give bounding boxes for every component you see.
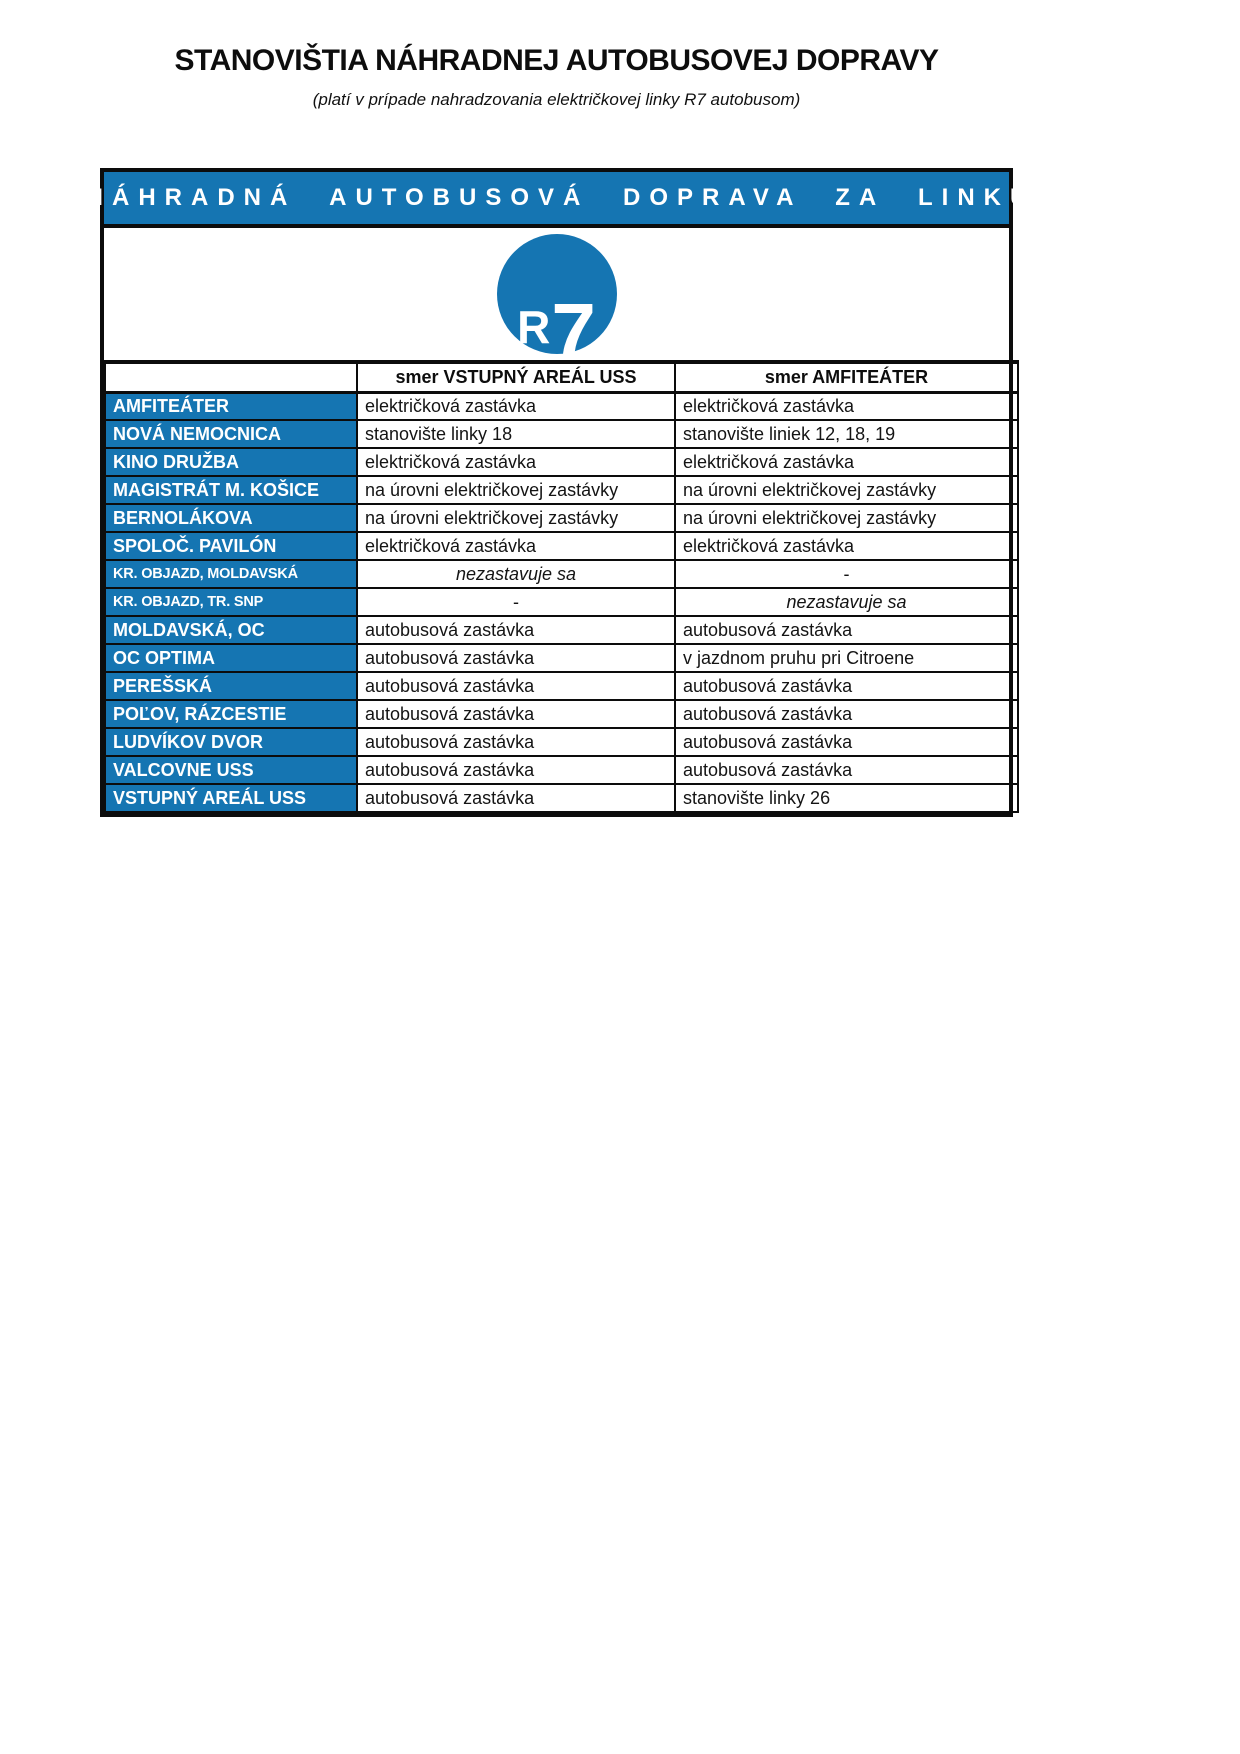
direction-uss-cell: autobusová zastávka xyxy=(357,644,675,672)
line-r7-badge-icon xyxy=(497,234,617,376)
table-row xyxy=(105,728,1018,756)
table-row xyxy=(105,392,1018,420)
direction-uss-cell: na úrovni električkovej zastávky xyxy=(357,476,675,504)
stop-name-cell: NOVÁ NEMOCNICA xyxy=(105,420,357,448)
stop-name-cell: BERNOLÁKOVA xyxy=(105,504,357,532)
direction-uss-cell: električková zastávka xyxy=(357,532,675,560)
direction-amfiteater-cell: autobusová zastávka xyxy=(675,672,1018,700)
table-row xyxy=(105,784,1018,812)
direction-amfiteater-cell: stanovište liniek 12, 18, 19 xyxy=(675,420,1018,448)
direction-amfiteater-cell: autobusová zastávka xyxy=(675,700,1018,728)
table-row xyxy=(105,672,1018,700)
column-header-direction-amfiteater: smer AMFITEÁTER xyxy=(675,362,1018,392)
direction-uss-cell: autobusová zastávka xyxy=(357,616,675,644)
stop-name-cell: KR. OBJAZD, TR. SNP xyxy=(105,588,357,616)
direction-uss-cell: autobusová zastávka xyxy=(357,672,675,700)
direction-amfiteater-cell: v jazdnom pruhu pri Citroene xyxy=(675,644,1018,672)
direction-amfiteater-cell: - xyxy=(675,560,1018,588)
stops-table xyxy=(104,360,1019,813)
stop-name-cell: KR. OBJAZD, MOLDAVSKÁ xyxy=(105,560,357,588)
table-row xyxy=(105,560,1018,588)
direction-amfiteater-cell: električková zastávka xyxy=(675,448,1018,476)
stop-name-cell: MOLDAVSKÁ, OC xyxy=(105,616,357,644)
stop-name-cell: MAGISTRÁT M. KOŠICE xyxy=(105,476,357,504)
direction-amfiteater-cell: nezastavuje sa xyxy=(675,588,1018,616)
stop-name-cell: OC OPTIMA xyxy=(105,644,357,672)
direction-uss-cell: - xyxy=(357,588,675,616)
direction-amfiteater-cell: autobusová zastávka xyxy=(675,756,1018,784)
direction-uss-cell: električková zastávka xyxy=(357,392,675,420)
page-title: STANOVIŠTIA NÁHRADNEJ AUTOBUSOVEJ DOPRAVY xyxy=(174,44,939,77)
table-row xyxy=(105,616,1018,644)
direction-amfiteater-cell: autobusová zastávka xyxy=(675,616,1018,644)
direction-uss-cell: nezastavuje sa xyxy=(357,560,675,588)
direction-uss-cell: autobusová zastávka xyxy=(357,700,675,728)
page-subtitle: (platí v prípade nahradzovania električkovej linky R7 autobusom) xyxy=(312,90,801,109)
table-row xyxy=(105,420,1018,448)
column-header-blank xyxy=(105,362,357,392)
stop-name-cell: VSTUPNÝ AREÁL USS xyxy=(105,784,357,812)
direction-uss-cell: autobusová zastávka xyxy=(357,756,675,784)
stop-name-cell: POĽOV, RÁZCESTIE xyxy=(105,700,357,728)
stop-name-cell: SPOLOČ. PAVILÓN xyxy=(105,532,357,560)
stop-name-cell: VALCOVNE USS xyxy=(105,756,357,784)
line-logo-digit: 7 xyxy=(551,287,596,376)
table-row xyxy=(105,448,1018,476)
direction-uss-cell: električková zastávka xyxy=(357,448,675,476)
direction-amfiteater-cell: na úrovni električkovej zastávky xyxy=(675,476,1018,504)
stop-name-cell: AMFITEÁTER xyxy=(105,392,357,420)
table-row xyxy=(105,756,1018,784)
table-row xyxy=(105,504,1018,532)
stop-name-cell: PEREŠSKÁ xyxy=(105,672,357,700)
line-logo-area xyxy=(104,228,1009,376)
direction-amfiteater-cell: autobusová zastávka xyxy=(675,728,1018,756)
table-row xyxy=(105,700,1018,728)
direction-amfiteater-cell: električková zastávka xyxy=(675,392,1018,420)
direction-uss-cell: autobusová zastávka xyxy=(357,728,675,756)
column-header-direction-uss: smer VSTUPNÝ AREÁL USS xyxy=(357,362,675,392)
direction-uss-cell: stanovište linky 18 xyxy=(357,420,675,448)
document-header xyxy=(100,44,1013,110)
stop-name-cell: LUDVÍKOV DVOR xyxy=(105,728,357,756)
table-row xyxy=(105,532,1018,560)
direction-amfiteater-cell: na úrovni električkovej zastávky xyxy=(675,504,1018,532)
replacement-transport-block xyxy=(85,168,1037,817)
table-row xyxy=(105,476,1018,504)
banner-bar: NÁHRADNÁ AUTOBUSOVÁ DOPRAVA ZA LINKU xyxy=(104,172,1009,228)
table-row xyxy=(105,644,1018,672)
line-logo-letter: R xyxy=(517,301,551,353)
direction-uss-cell: autobusová zastávka xyxy=(357,784,675,812)
direction-amfiteater-cell: stanovište linky 26 xyxy=(675,784,1018,812)
direction-amfiteater-cell: električková zastávka xyxy=(675,532,1018,560)
direction-uss-cell: na úrovni električkovej zastávky xyxy=(357,504,675,532)
table-row xyxy=(105,588,1018,616)
stop-name-cell: KINO DRUŽBA xyxy=(105,448,357,476)
